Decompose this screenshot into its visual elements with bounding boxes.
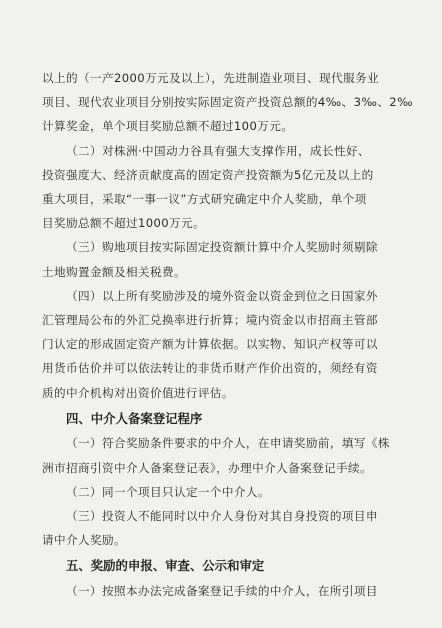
body-line: （二）对株洲·中国动力谷具有强大支撑作用，成长性好、: [66, 143, 370, 158]
body-line: （二）同一个项目只认定一个中介人。: [66, 484, 270, 499]
body-line: 投资强度大、经济贡献度高的固定资产投资额为5亿元及以上的: [42, 167, 374, 182]
body-line: 质的中介机构对出资价值进行评估。: [42, 385, 234, 400]
body-line: （三）购地项目按实际固定投资额计算中介人奖励时须剔除: [66, 240, 378, 255]
body-line: （一）符合奖励条件要求的中介人，在申请奖励前，填写《株: [66, 436, 390, 451]
section-heading: 五、奖励的申报、审查、公示和审定: [66, 558, 265, 574]
body-line: 目奖励总额不超过1000万元。: [42, 216, 206, 231]
body-line: 请中介人奖励。: [42, 533, 126, 548]
body-line: 土地购置金额及相关税费。: [42, 264, 186, 279]
body-line: 门认定的形成固定资产额为计算依据。以实物、知识产权等可以: [42, 337, 378, 352]
body-line: 计算奖金，单个项目奖励总额不超过100万元。: [42, 119, 294, 134]
body-line: 以上的（一产2000万元及以上），先进制造业项目、现代服务业: [42, 71, 380, 85]
body-line: 洲市招商引资中介人备案登记表》，办理中介人备案登记手续。: [42, 460, 373, 475]
body-line: 项目、现代农业项目分别按实际固定资产投资总额的4‰、3‰、2‰: [42, 95, 414, 110]
body-line: （三）投资人不能同时以中介人身份对其自身投资的项目申: [66, 508, 378, 523]
body-line: （四）以上所有奖励涉及的境外资金以资金到位之日国家外: [66, 288, 378, 303]
section-heading: 四、中介人备案登记程序: [66, 410, 203, 426]
body-line: 用货币估价并可以依法转让的非货币财产作价出资的，须经有资: [42, 361, 378, 376]
body-line: （一）按照本办法完成备案登记手续的中介人，在所引项目: [66, 583, 378, 598]
body-line: 汇管理局公布的外汇兑换率进行折算；境内资金以市招商主管部: [42, 313, 378, 328]
body-line: 重大项目，采取“一事一议”方式研究确定中介人奖励，单个项: [42, 192, 367, 207]
